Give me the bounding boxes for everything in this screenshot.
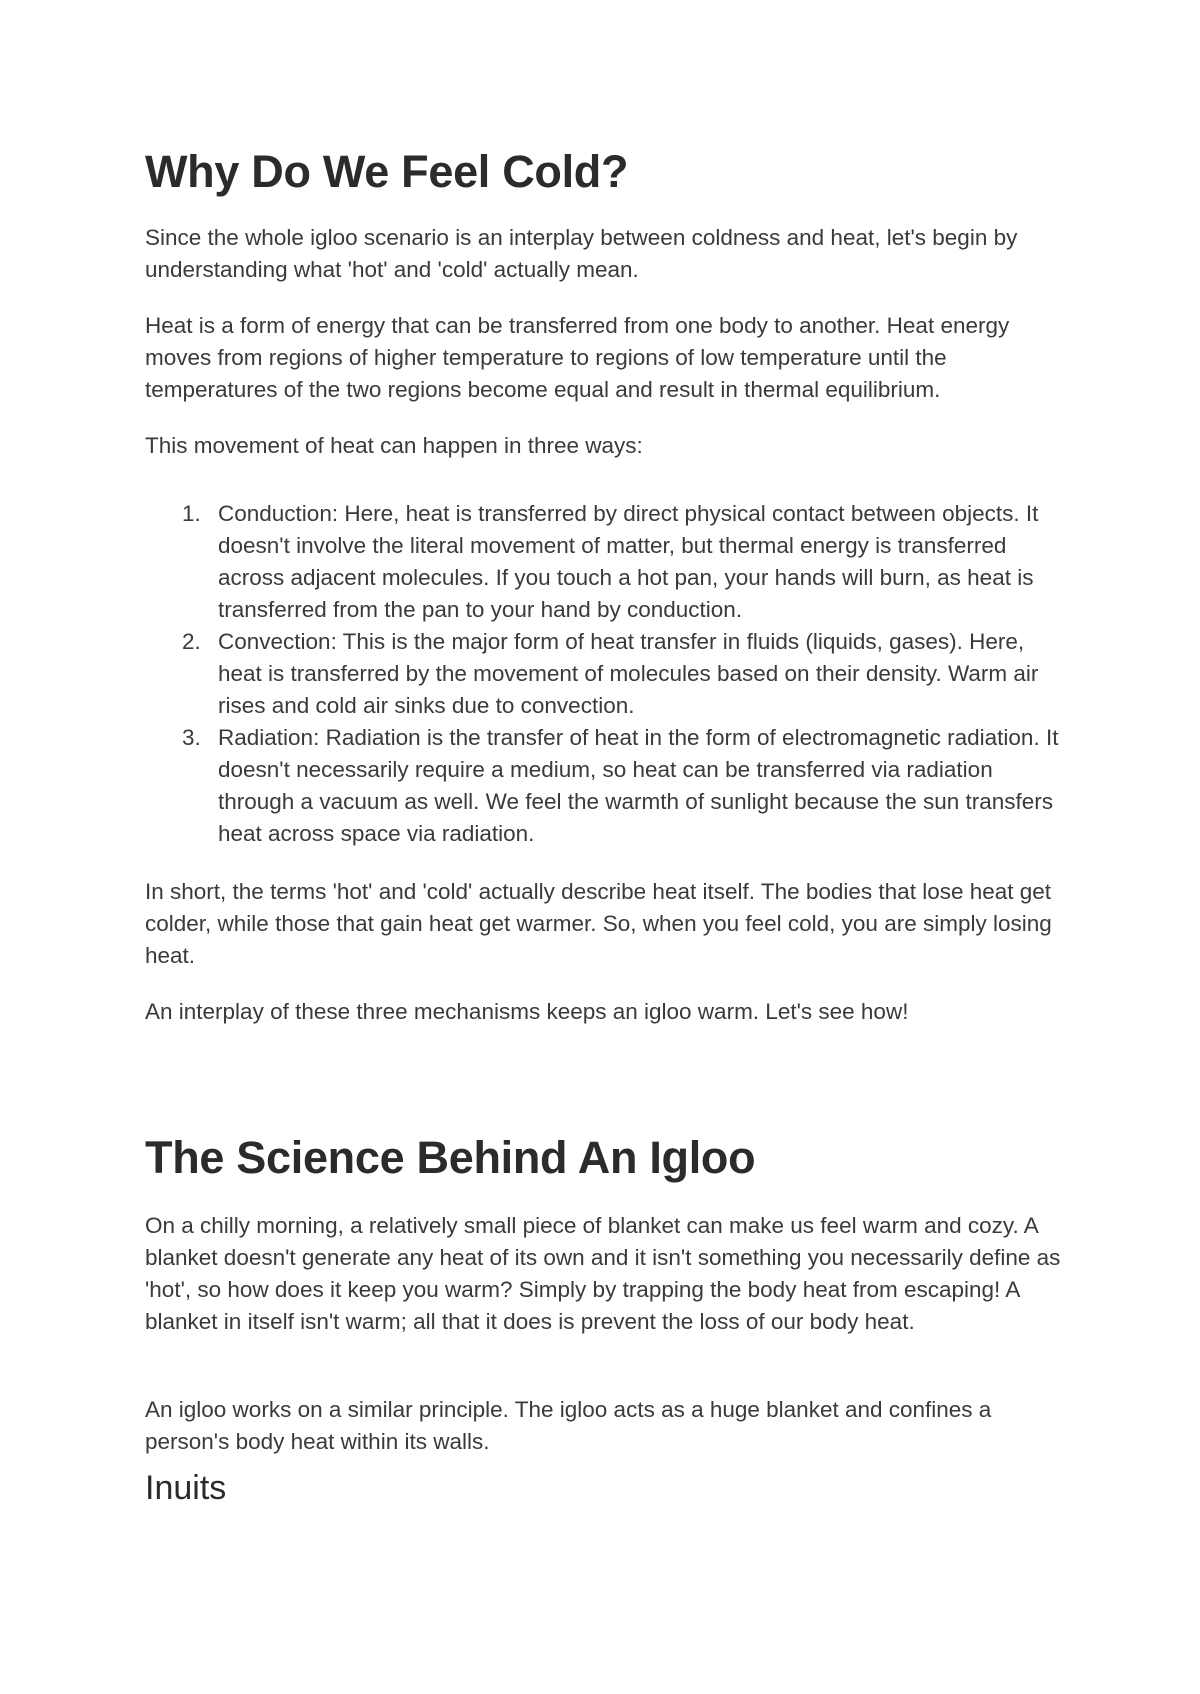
heading-science-behind-igloo: The Science Behind An Igloo	[145, 1132, 756, 1183]
list-item-number: 2.	[182, 629, 201, 654]
paragraph-blanket: On a chilly morning, a relatively small piece of blanket can make us feel warm and cozy. A blanket doesn't generate any heat of its own and it isn't something you necessarily define as 'hot', so how does it keep you warm? Simply by trapping the body heat from escaping! A blanket in itself isn't warm; all that it does is prevent the loss of our body heat.	[145, 1213, 1061, 1334]
list-item	[145, 498, 1070, 626]
list-item-text: Radiation: Radiation is the transfer of heat in the form of electromagnetic radiation. It doesn't necessarily require a medium, so heat can be transferred via radiation through a vacuum as well. We feel the warmth of sunlight because the sun transfers heat across space via radiation.	[218, 725, 1059, 846]
list-item-text: Conduction: Here, heat is transferred by direct physical contact between objects. It doesn't involve the literal movement of matter, but thermal energy is transferred across adjacent molecules. If you touch a hot pan, your hands will burn, as heat is transferred from the pan to your hand by conduction.	[218, 501, 1039, 622]
list-item-text: Convection: This is the major form of heat transfer in fluids (liquids, gases). Here, heat is transferred by the movement of molecules based on their density. Warm air rises and cold air sinks due to convection.	[218, 629, 1039, 718]
heading-why-do-we-feel-cold: Why Do We Feel Cold?	[145, 146, 629, 197]
paragraph-igloo-principle: An igloo works on a similar principle. The igloo acts as a huge blanket and confines a person's body heat within its walls.	[145, 1397, 992, 1454]
paragraph-intro: Since the whole igloo scenario is an interplay between coldness and heat, let's begin by understanding what 'hot' and 'cold' actually mean.	[145, 225, 1018, 282]
heading-inuits: Inuits	[145, 1469, 227, 1507]
paragraph-heat-definition: Heat is a form of energy that can be transferred from one body to another. Heat energy moves from regions of higher temperature to regions of low temperature until the temperatures of the two regions become equal and result in thermal equilibrium.	[145, 313, 1010, 402]
list-item	[145, 626, 1070, 722]
paragraph-interplay: An interplay of these three mechanisms keeps an igloo warm. Let's see how!	[145, 999, 909, 1024]
heat-transfer-list	[145, 498, 1070, 850]
list-item-number: 1.	[182, 501, 201, 526]
paragraph-in-short: In short, the terms 'hot' and 'cold' actually describe heat itself. The bodies that lose heat get colder, while those that gain heat get warmer. So, when you feel cold, you are simply losing heat.	[145, 879, 1052, 968]
list-item-number: 3.	[182, 725, 201, 750]
paragraph-three-ways: This movement of heat can happen in three ways:	[145, 433, 643, 458]
list-item	[145, 722, 1070, 850]
